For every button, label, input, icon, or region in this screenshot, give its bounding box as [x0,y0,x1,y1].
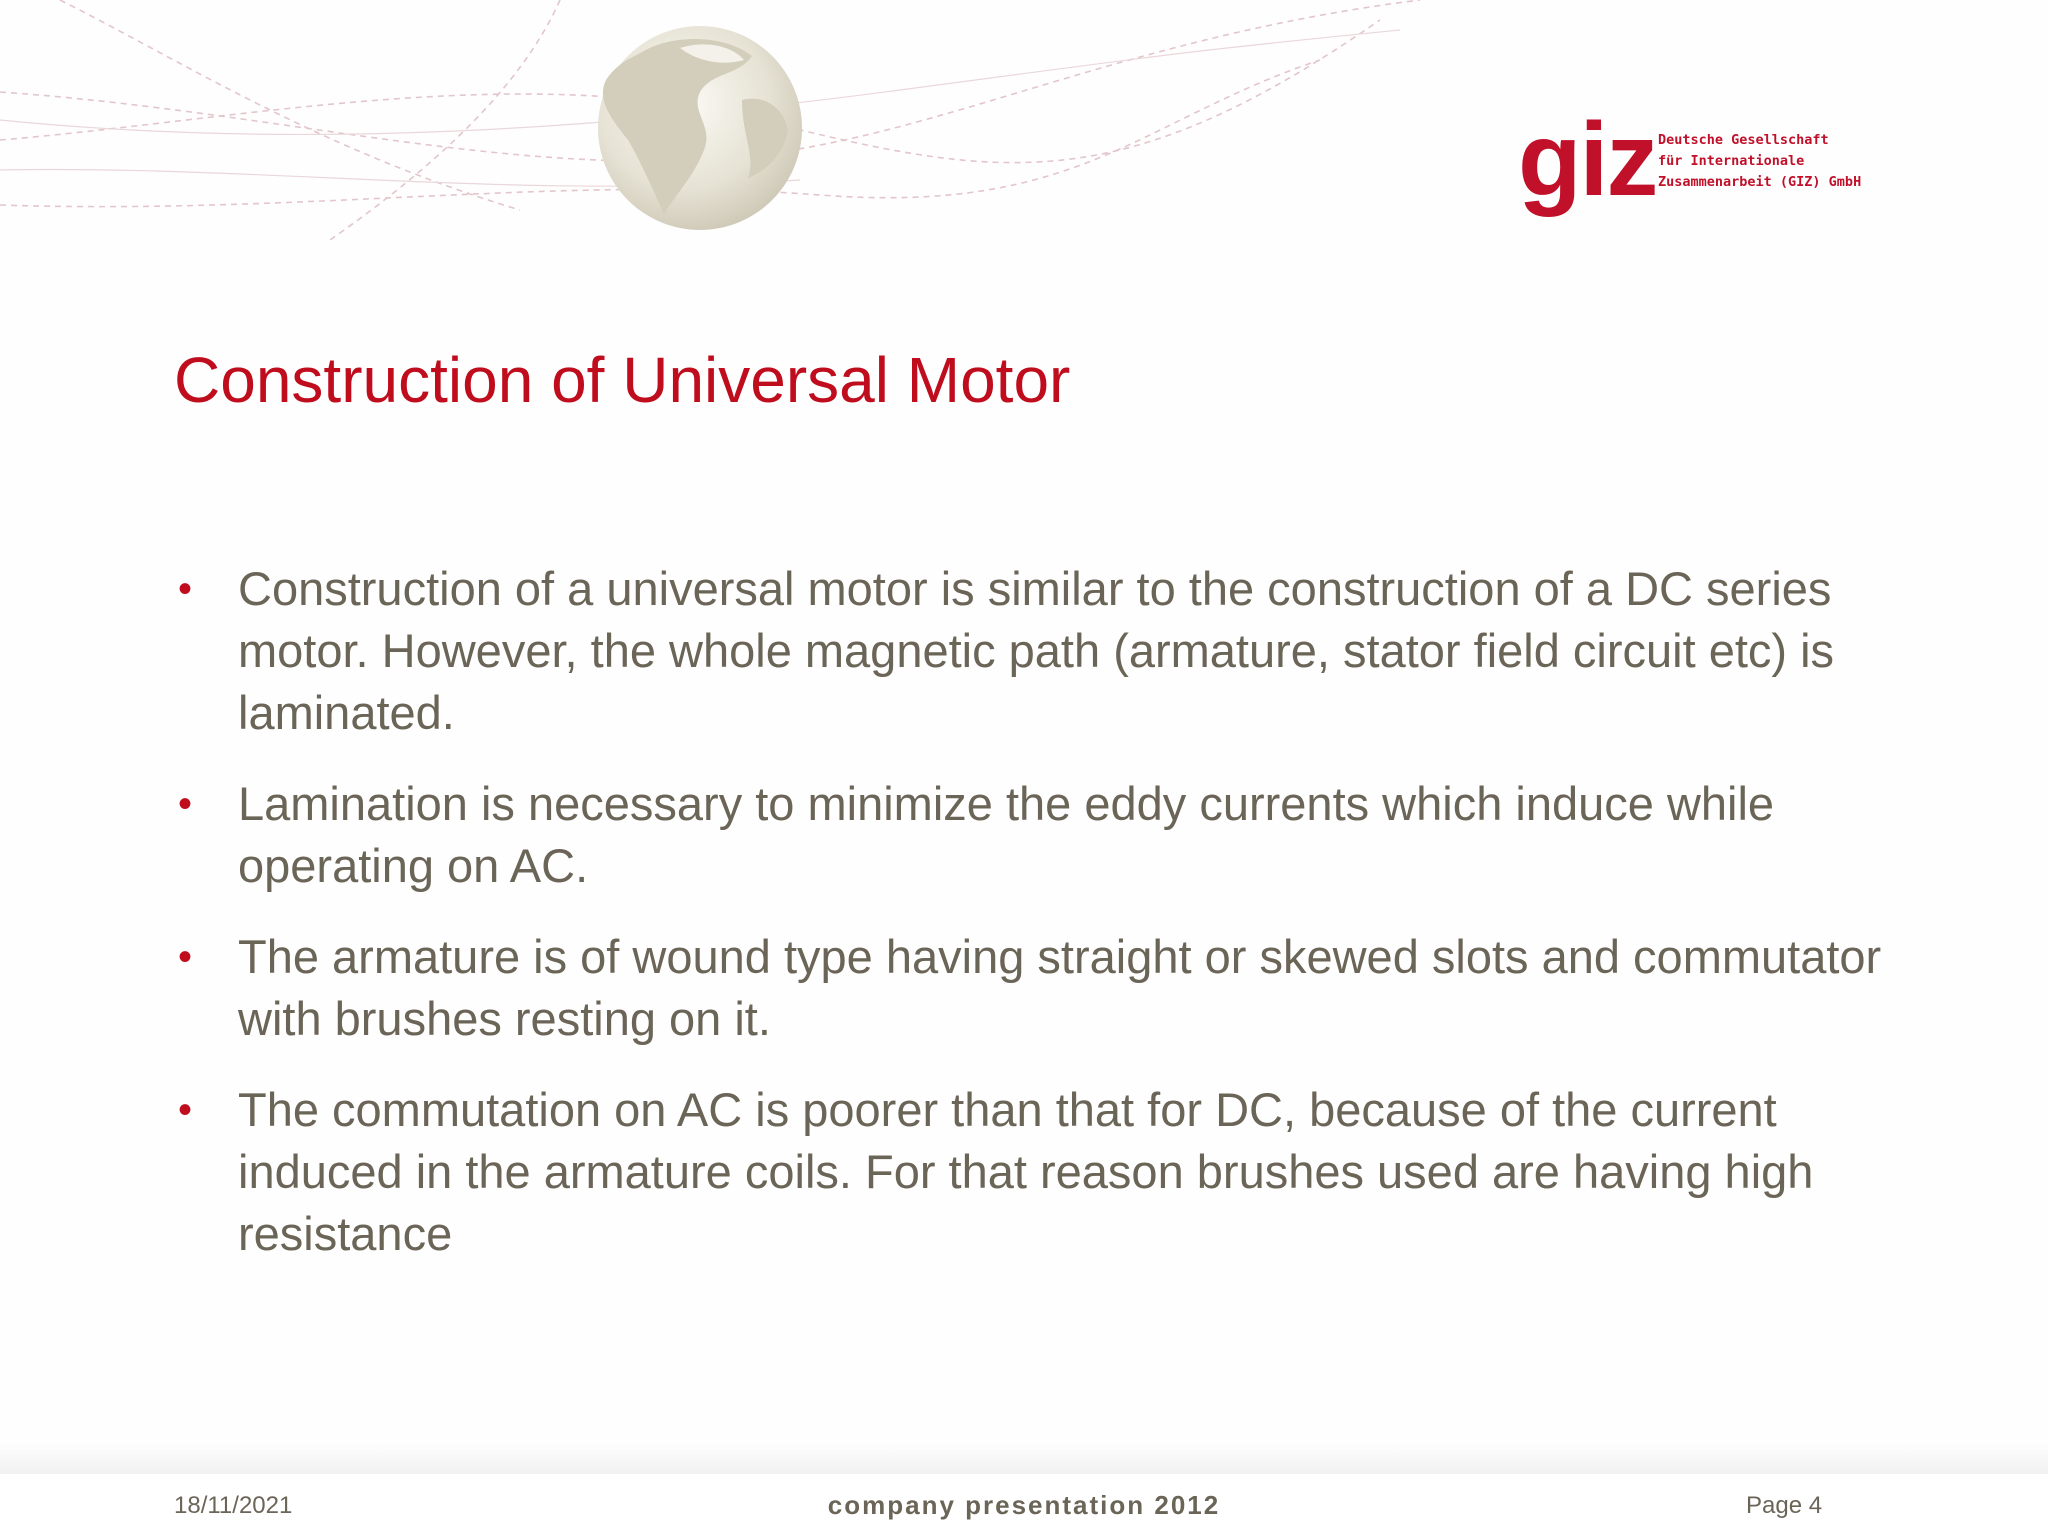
logo-line: Zusammenarbeit (GIZ) GmbH [1658,174,1862,190]
bullet-item [174,1079,1894,1265]
bullet-text: The commutation on AC is poorer than that for DC, because of the current induced in the armature coils. For that reason brushes used are having high resistance [238,1083,1814,1260]
bullet-item [174,773,1894,897]
footer-date: 18/11/2021 [174,1492,293,1519]
bullet-dot-icon: • [178,1088,193,1132]
logo-text [1658,130,1918,193]
bullet-dot-icon: • [178,567,193,611]
bullet-text: Construction of a universal motor is similar to the construction of a DC series motor. However, the whole magnetic path (armature, stator field circuit etc) is laminated. [238,562,1835,739]
logo-line: für Internationale [1658,153,1805,169]
logo-mark: giz [1518,102,1657,218]
globe-icon [598,26,802,230]
bullet-list [174,558,1894,1294]
bullet-text: Lamination is necessary to minimize the eddy currents which induce while operating on AC. [238,777,1775,892]
logo-line: Deutsche Gesellschaft [1658,132,1829,148]
bullet-text: The armature is of wound type having straight or skewed slots and commutator with brushes resting on it. [238,930,1882,1045]
bullet-dot-icon: • [178,935,193,979]
footer-title: company presentation 2012 [827,1490,1221,1520]
bullet-item [174,926,1894,1050]
bullet-dot-icon: • [178,782,193,826]
page-number: Page 4 [1746,1492,1823,1519]
bullet-item [174,558,1894,744]
footer [0,1474,2048,1536]
footer-band [0,1440,2048,1474]
slide-title: Construction of Universal Motor [174,344,1071,416]
